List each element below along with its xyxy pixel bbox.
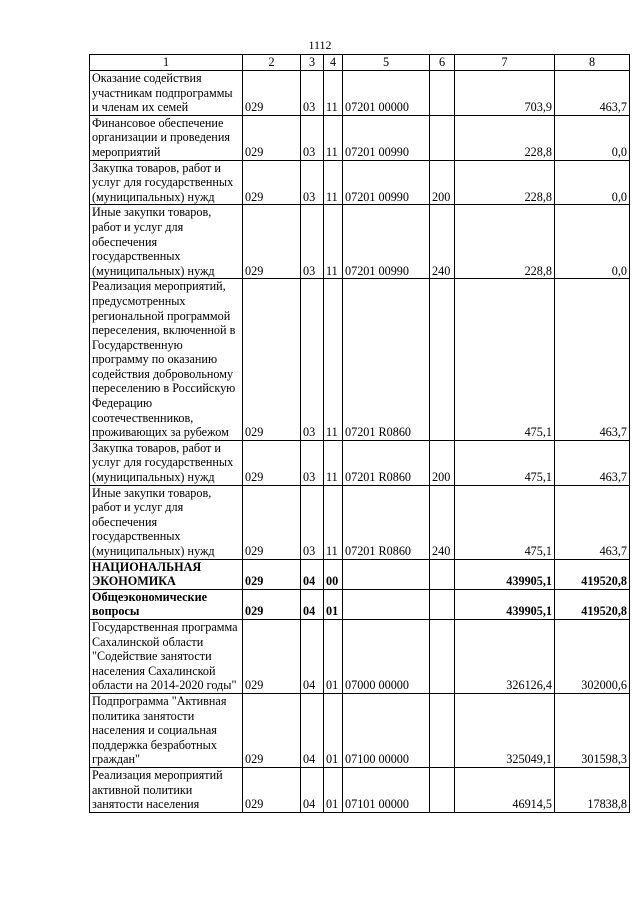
row-name-cell: Государственная программа Сахалинской области "Содействие занятости населения Сахалинской области на 2014-2020 годы" — [90, 619, 243, 693]
section-code-cell: 03 — [301, 160, 324, 205]
target-article-cell: 07201 R0860 — [343, 440, 430, 485]
amount-year2-cell: 463,7 — [555, 279, 630, 441]
column-header: 6 — [430, 55, 455, 71]
subsection-code-cell: 11 — [324, 279, 343, 441]
expense-type-cell: 240 — [430, 485, 455, 559]
row-name-cell: Оказание содействия участникам подпрограммы и членам их семей — [90, 71, 243, 116]
subsection-code-cell: 01 — [324, 589, 343, 619]
target-article-cell: 07201 R0860 — [343, 485, 430, 559]
table-row — [90, 693, 630, 767]
row-name-cell: Закупка товаров, работ и услуг для государственных (муниципальных) нужд — [90, 160, 243, 205]
row-name-cell: Подпрограмма "Активная политика занятости населения и социальная поддержка безработных граждан" — [90, 693, 243, 767]
amount-year1-cell: 703,9 — [455, 71, 555, 116]
section-code-cell: 04 — [301, 559, 324, 589]
ved-code-cell: 029 — [243, 619, 301, 693]
table-row — [90, 619, 630, 693]
page-number: 1112 — [308, 38, 332, 52]
row-name-cell: Реализация мероприятий, предусмотренных региональной программой переселения, включенной в Государственную программу по оказанию содействия добровольному переселению в Российскую Федерацию соотечественников, проживающих за рубежом — [90, 279, 243, 441]
row-name-cell: Финансовое обеспечение организации и проведения мероприятий — [90, 115, 243, 160]
section-code-cell: 03 — [301, 279, 324, 441]
column-header: 1 — [90, 55, 243, 71]
column-header: 8 — [555, 55, 630, 71]
amount-year1-cell: 475,1 — [455, 485, 555, 559]
ved-code-cell: 029 — [243, 279, 301, 441]
section-code-cell: 03 — [301, 115, 324, 160]
amount-year2-cell: 0,0 — [555, 160, 630, 205]
subsection-code-cell: 11 — [324, 71, 343, 116]
subsection-code-cell: 01 — [324, 619, 343, 693]
amount-year2-cell: 301598,3 — [555, 693, 630, 767]
section-code-cell: 04 — [301, 619, 324, 693]
target-article-cell: 07000 00000 — [343, 619, 430, 693]
subsection-code-cell: 11 — [324, 205, 343, 279]
target-article-cell: 07201 00990 — [343, 115, 430, 160]
expense-type-cell — [430, 115, 455, 160]
section-code-cell: 03 — [301, 440, 324, 485]
amount-year1-cell: 46914,5 — [455, 767, 555, 812]
ved-code-cell: 029 — [243, 559, 301, 589]
target-article-cell: 07201 00000 — [343, 71, 430, 116]
column-header: 7 — [455, 55, 555, 71]
ved-code-cell: 029 — [243, 440, 301, 485]
target-article-cell: 07201 R0860 — [343, 279, 430, 441]
subsection-code-cell: 11 — [324, 160, 343, 205]
expense-type-cell — [430, 619, 455, 693]
budget-table — [89, 54, 630, 813]
target-article-cell: 07201 00990 — [343, 160, 430, 205]
row-name-cell: Иные закупки товаров, работ и услуг для обеспечения государственных (муниципальных) нужд — [90, 485, 243, 559]
expense-type-cell — [430, 71, 455, 116]
row-name-cell: Реализация мероприятий активной политики занятости населения — [90, 767, 243, 812]
amount-year1-cell: 439905,1 — [455, 589, 555, 619]
target-article-cell: 07100 00000 — [343, 693, 430, 767]
table-row — [90, 160, 630, 205]
amount-year2-cell: 463,7 — [555, 485, 630, 559]
section-code-cell: 03 — [301, 71, 324, 116]
table-row — [90, 485, 630, 559]
subsection-code-cell: 01 — [324, 693, 343, 767]
table-row — [90, 279, 630, 441]
expense-type-cell: 200 — [430, 440, 455, 485]
table-row — [90, 559, 630, 589]
target-article-cell — [343, 559, 430, 589]
table-row — [90, 205, 630, 279]
row-name-cell: Общеэкономические вопросы — [90, 589, 243, 619]
section-code-cell: 04 — [301, 767, 324, 812]
amount-year2-cell: 419520,8 — [555, 559, 630, 589]
amount-year1-cell: 325049,1 — [455, 693, 555, 767]
amount-year1-cell: 228,8 — [455, 160, 555, 205]
column-header: 2 — [243, 55, 301, 71]
table-row — [90, 71, 630, 116]
subsection-code-cell: 11 — [324, 485, 343, 559]
target-article-cell: 07101 00000 — [343, 767, 430, 812]
expense-type-cell — [430, 767, 455, 812]
column-header: 3 — [301, 55, 324, 71]
expense-type-cell — [430, 559, 455, 589]
table-row — [90, 115, 630, 160]
ved-code-cell: 029 — [243, 71, 301, 116]
amount-year2-cell: 0,0 — [555, 115, 630, 160]
subsection-code-cell: 11 — [324, 115, 343, 160]
ved-code-cell: 029 — [243, 693, 301, 767]
amount-year1-cell: 326126,4 — [455, 619, 555, 693]
row-name-cell: Иные закупки товаров, работ и услуг для обеспечения государственных (муниципальных) нужд — [90, 205, 243, 279]
ved-code-cell: 029 — [243, 160, 301, 205]
amount-year1-cell: 475,1 — [455, 279, 555, 441]
expense-type-cell: 200 — [430, 160, 455, 205]
amount-year1-cell: 228,8 — [455, 115, 555, 160]
amount-year2-cell: 17838,8 — [555, 767, 630, 812]
section-code-cell: 03 — [301, 205, 324, 279]
expense-type-cell — [430, 693, 455, 767]
ved-code-cell: 029 — [243, 485, 301, 559]
table-row — [90, 589, 630, 619]
ved-code-cell: 029 — [243, 767, 301, 812]
ved-code-cell: 029 — [243, 205, 301, 279]
subsection-code-cell: 00 — [324, 559, 343, 589]
amount-year2-cell: 463,7 — [555, 440, 630, 485]
table-row — [90, 767, 630, 812]
section-code-cell: 03 — [301, 485, 324, 559]
ved-code-cell: 029 — [243, 589, 301, 619]
section-code-cell: 04 — [301, 693, 324, 767]
amount-year2-cell: 463,7 — [555, 71, 630, 116]
column-number-row — [90, 55, 630, 71]
target-article-cell — [343, 589, 430, 619]
expense-type-cell: 240 — [430, 205, 455, 279]
amount-year1-cell: 228,8 — [455, 205, 555, 279]
table-row — [90, 440, 630, 485]
row-name-cell: НАЦИОНАЛЬНАЯ ЭКОНОМИКА — [90, 559, 243, 589]
row-name-cell: Закупка товаров, работ и услуг для государственных (муниципальных) нужд — [90, 440, 243, 485]
target-article-cell: 07201 00990 — [343, 205, 430, 279]
amount-year1-cell: 475,1 — [455, 440, 555, 485]
column-header: 4 — [324, 55, 343, 71]
subsection-code-cell: 11 — [324, 440, 343, 485]
expense-type-cell — [430, 589, 455, 619]
ved-code-cell: 029 — [243, 115, 301, 160]
column-header: 5 — [343, 55, 430, 71]
subsection-code-cell: 01 — [324, 767, 343, 812]
expense-type-cell — [430, 279, 455, 441]
section-code-cell: 04 — [301, 589, 324, 619]
table-body — [90, 55, 630, 813]
amount-year1-cell: 439905,1 — [455, 559, 555, 589]
amount-year2-cell: 419520,8 — [555, 589, 630, 619]
amount-year2-cell: 302000,6 — [555, 619, 630, 693]
amount-year2-cell: 0,0 — [555, 205, 630, 279]
